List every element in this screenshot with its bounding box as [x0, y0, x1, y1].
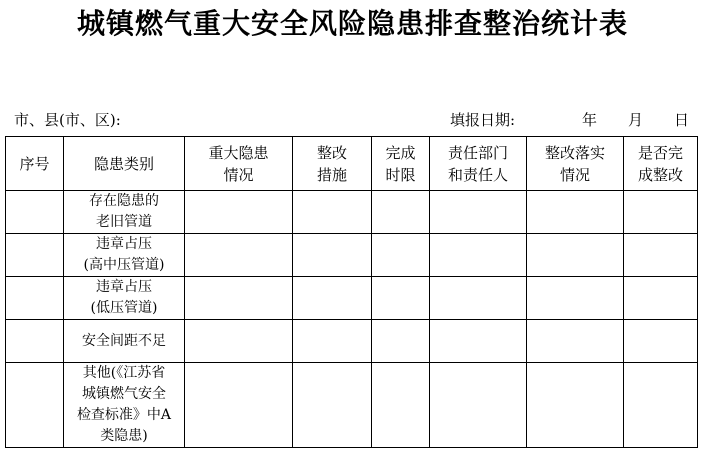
fill-date-label: 填报日期:: [450, 111, 516, 129]
major-hazard-cell[interactable]: [185, 363, 293, 448]
col-header-category: 隐患类别: [64, 137, 185, 191]
deadline-cell[interactable]: [372, 277, 430, 320]
col-header-completed: 是否完 成整改: [624, 137, 698, 191]
deadline-cell[interactable]: [372, 363, 430, 448]
major-hazard-cell[interactable]: [185, 191, 293, 234]
col-header-implementation: 整改落实 情况: [527, 137, 624, 191]
responsible-cell[interactable]: [430, 320, 527, 363]
major-hazard-cell[interactable]: [185, 234, 293, 277]
category-cell: 存在隐患的 老旧管道: [64, 191, 185, 234]
measures-cell[interactable]: [293, 320, 372, 363]
col-header-deadline: 完成 时限: [372, 137, 430, 191]
category-cell: 安全间距不足: [64, 320, 185, 363]
responsible-cell[interactable]: [430, 234, 527, 277]
implementation-cell[interactable]: [527, 277, 624, 320]
completed-cell[interactable]: [624, 363, 698, 448]
measures-cell[interactable]: [293, 277, 372, 320]
major-hazard-cell[interactable]: [185, 320, 293, 363]
completed-cell[interactable]: [624, 277, 698, 320]
responsible-cell[interactable]: [430, 363, 527, 448]
measures-cell[interactable]: [293, 191, 372, 234]
serial-cell[interactable]: [6, 363, 64, 448]
hazard-statistics-table: [5, 136, 698, 448]
completed-cell[interactable]: [624, 234, 698, 277]
col-header-responsible: 责任部门 和责任人: [430, 137, 527, 191]
category-cell: 违章占压 (低压管道): [64, 277, 185, 320]
deadline-cell[interactable]: [372, 234, 430, 277]
serial-cell[interactable]: [6, 234, 64, 277]
day-label: 日: [674, 111, 690, 129]
implementation-cell[interactable]: [527, 234, 624, 277]
measures-cell[interactable]: [293, 363, 372, 448]
table-row: [6, 234, 698, 277]
region-label: 市、县(市、区):: [14, 111, 121, 129]
major-hazard-cell[interactable]: [185, 277, 293, 320]
serial-cell[interactable]: [6, 277, 64, 320]
serial-cell[interactable]: [6, 191, 64, 234]
month-label: 月: [628, 111, 644, 129]
table-row: [6, 363, 698, 448]
table-row: [6, 191, 698, 234]
implementation-cell[interactable]: [527, 363, 624, 448]
category-cell: 违章占压 (高中压管道): [64, 234, 185, 277]
deadline-cell[interactable]: [372, 191, 430, 234]
col-header-measures: 整改 措施: [293, 137, 372, 191]
implementation-cell[interactable]: [527, 191, 624, 234]
page-title: 城镇燃气重大安全风险隐患排查整治统计表: [76, 7, 628, 40]
col-header-serial: 序号: [6, 137, 64, 191]
deadline-cell[interactable]: [372, 320, 430, 363]
measures-cell[interactable]: [293, 234, 372, 277]
completed-cell[interactable]: [624, 191, 698, 234]
table-header-row: [6, 137, 698, 191]
implementation-cell[interactable]: [527, 320, 624, 363]
table-row: [6, 320, 698, 363]
completed-cell[interactable]: [624, 320, 698, 363]
year-label: 年: [582, 111, 598, 129]
responsible-cell[interactable]: [430, 191, 527, 234]
category-cell: 其他(《江苏省 城镇燃气安全 检查标准》中A 类隐患): [64, 363, 185, 448]
col-header-major-hazard: 重大隐患 情况: [185, 137, 293, 191]
table-row: [6, 277, 698, 320]
responsible-cell[interactable]: [430, 277, 527, 320]
serial-cell[interactable]: [6, 320, 64, 363]
